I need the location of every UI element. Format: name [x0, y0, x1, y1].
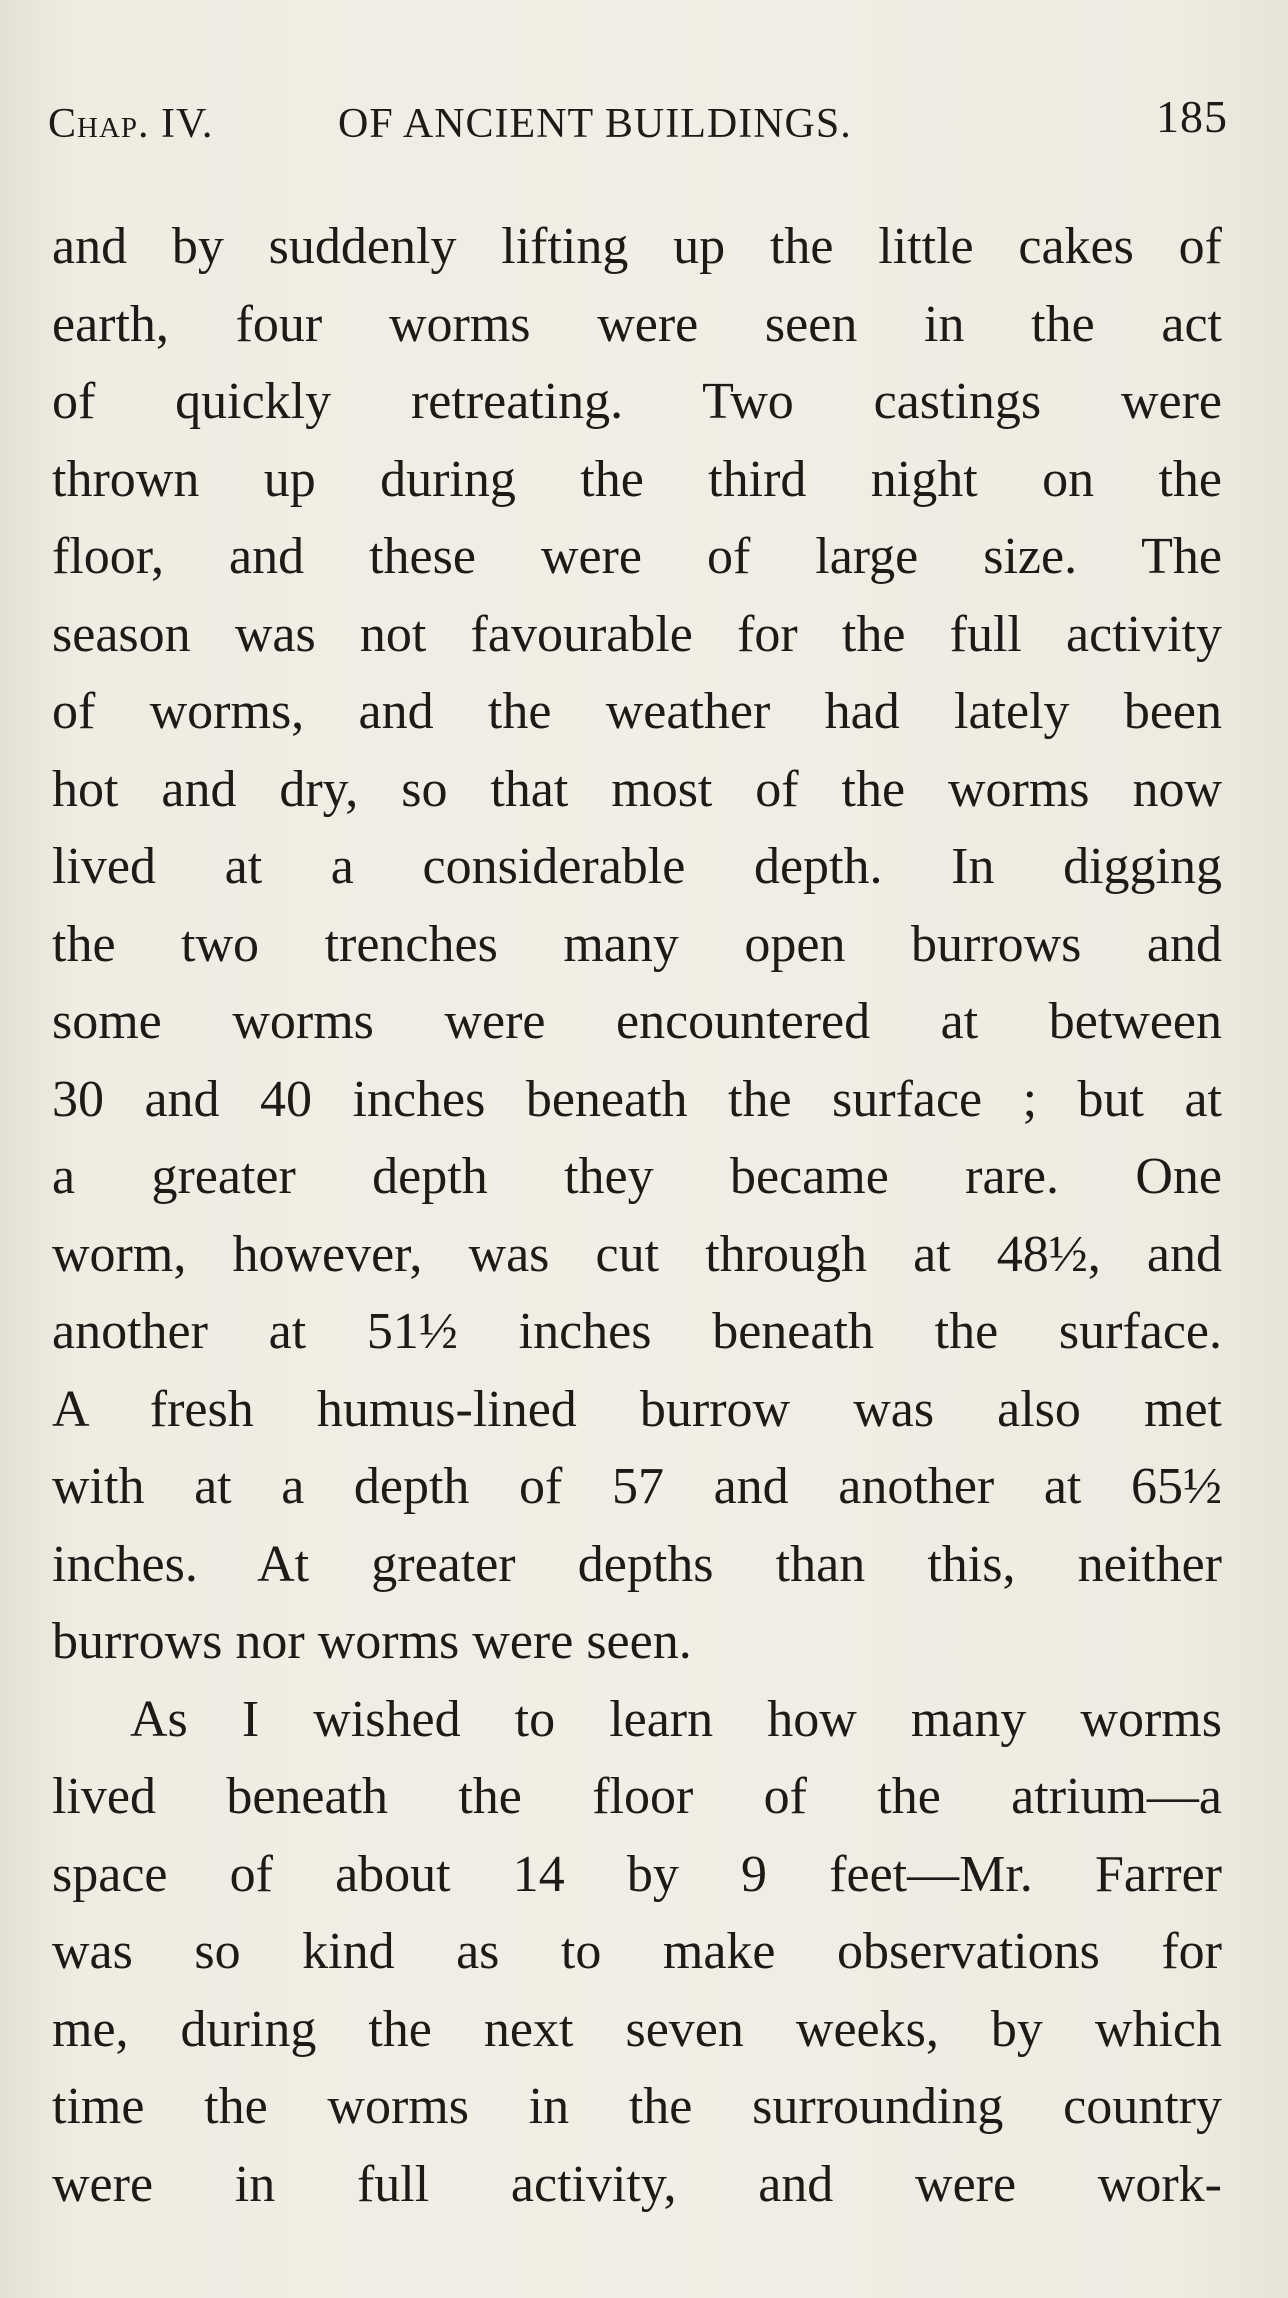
text-line: me, during the next seven weeks, by which: [52, 2000, 1222, 2058]
chapter-title: OF ANCIENT BUILDINGS.: [338, 101, 852, 147]
text-line: space of about 14 by 9 feet—Mr. Farrer: [52, 1845, 1222, 1903]
running-head: [48, 90, 1228, 150]
text-line: was so kind as to make observations for: [52, 1923, 1222, 1980]
text-line: were in full activity, and were work-: [52, 2155, 1222, 2213]
page-number: 185: [1156, 91, 1228, 142]
text-line: lived beneath the floor of the atrium—a: [52, 1768, 1222, 1825]
text-line: inches. At greater depths than this, neither: [52, 1535, 1222, 1593]
text-line: the two trenches many open burrows and: [52, 915, 1222, 973]
text-line: a greater depth they became rare. One: [52, 1148, 1222, 1205]
text-line: some worms were encountered at between: [52, 993, 1222, 1050]
text-line: season was not favourable for the full activity: [52, 605, 1222, 663]
body-text: [52, 208, 1222, 2223]
text-line: hot and dry, so that most of the worms now: [52, 760, 1222, 818]
text-line: thrown up during the third night on the: [52, 450, 1222, 508]
paragraph-end-line: burrows nor worms were seen.: [52, 1613, 692, 1670]
text-line: of quickly retreating. Two castings were: [52, 373, 1222, 430]
text-line: and by suddenly lifting up the little cakes of: [52, 218, 1222, 275]
text-line: worm, however, was cut through at 48½, and: [52, 1225, 1222, 1283]
text-line: A fresh humus-lined burrow was also met: [52, 1380, 1222, 1438]
text-line: with at a depth of 57 and another at 65½: [52, 1458, 1222, 1515]
text-line: earth, four worms were seen in the act: [52, 295, 1222, 353]
text-line: of worms, and the weather had lately been: [52, 683, 1222, 740]
text-line: another at 51½ inches beneath the surface.: [52, 1303, 1222, 1360]
text-line: time the worms in the surrounding country: [52, 2078, 1222, 2135]
text-line: floor, and these were of large size. The: [52, 528, 1222, 585]
chapter-label: Chap. IV.: [48, 101, 214, 147]
text-line: 30 and 40 inches beneath the surface ; but at: [52, 1070, 1222, 1128]
paragraph-start-line: As I wished to learn how many worms: [130, 1690, 1222, 1748]
text-line: lived at a considerable depth. In digging: [52, 838, 1222, 895]
